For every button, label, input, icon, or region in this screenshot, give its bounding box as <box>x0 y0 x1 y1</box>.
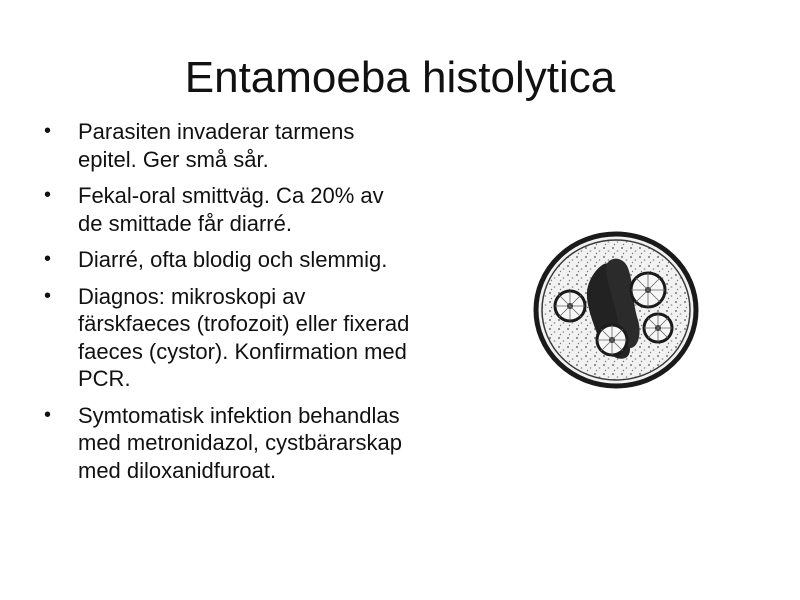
bullet-line: faeces (cystor). Konfirmation med <box>78 338 407 364</box>
nucleus <box>597 325 627 355</box>
entamoeba-cyst-illustration <box>530 228 702 392</box>
slide-title: Entamoeba histolytica <box>184 53 616 102</box>
bullet-item <box>40 118 500 173</box>
bullet-icon: • <box>44 284 52 307</box>
bullet-line: PCR. <box>78 366 131 391</box>
bullet-item <box>40 402 500 485</box>
bullet-icon: • <box>44 120 52 142</box>
bullet-line: Diarré, ofta blodig och slemmig. <box>78 247 388 272</box>
bullet-item <box>40 246 500 274</box>
bullet-line: Symtomatisk infektion behandlas <box>78 402 400 428</box>
bullet-item <box>40 182 500 237</box>
bullet-line: Parasiten invaderar tarmens <box>78 119 355 144</box>
bullet-list <box>40 118 500 493</box>
nucleus <box>644 314 672 342</box>
bullet-line: Diagnos: mikroskopi av <box>78 283 306 309</box>
bullet-line: epitel. Ger små sår. <box>78 146 269 172</box>
nucleus <box>631 273 665 307</box>
bullet-line: de smittade får diarré. <box>78 210 292 236</box>
bullet-item <box>40 283 500 393</box>
bullet-line: Fekal-oral smittväg. Ca 20% av <box>78 183 384 208</box>
bullet-icon: • <box>44 403 52 426</box>
bullet-icon: • <box>44 184 52 206</box>
bullet-line: med metronidazol, cystbärarskap <box>78 430 403 455</box>
bullet-line: färskfaeces (trofozoit) eller fixerad <box>78 311 410 336</box>
bullet-icon: • <box>44 248 52 270</box>
nucleus <box>555 291 585 321</box>
bullet-line: med diloxanidfuroat. <box>78 457 277 483</box>
